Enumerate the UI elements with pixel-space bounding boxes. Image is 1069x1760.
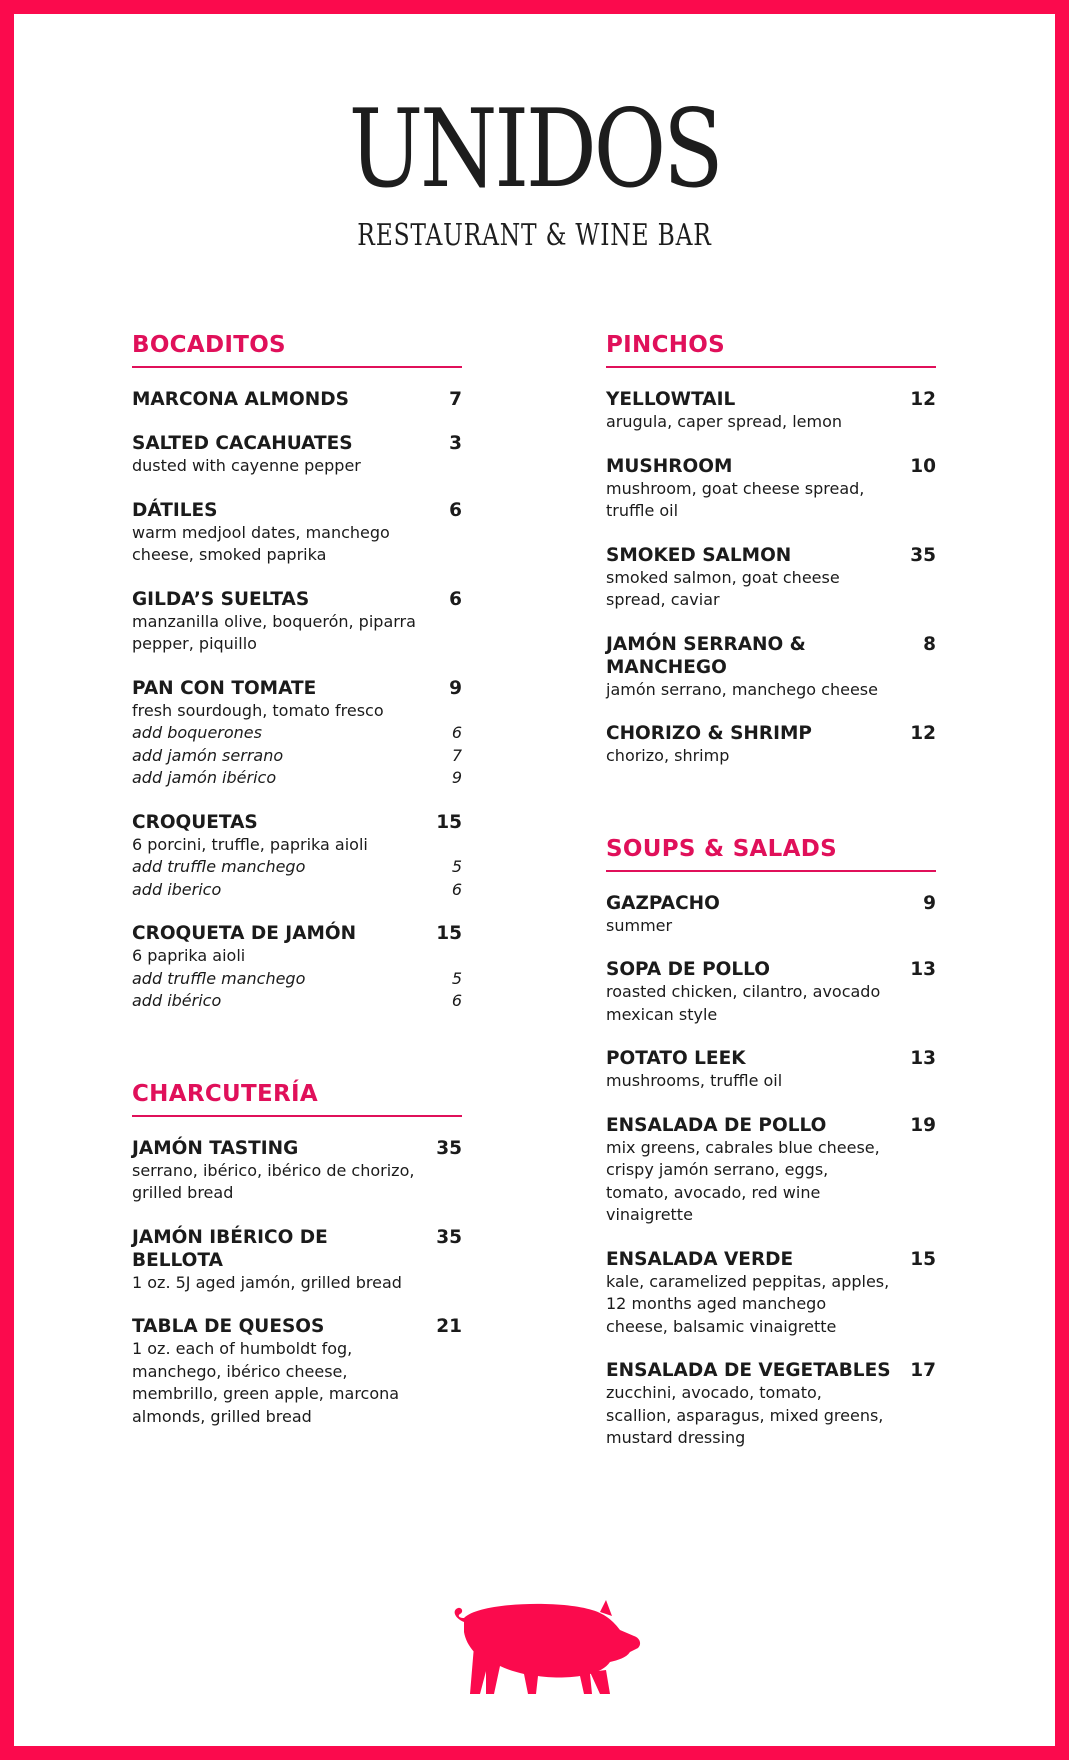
menu-item-header	[606, 1047, 936, 1070]
addon-price: 5	[451, 968, 462, 988]
addon-price: 9	[451, 768, 462, 787]
item-description: kale, caramelized peppitas, apples, 12 months aged manchego cheese, balsamic vinaigrette	[606, 1271, 890, 1336]
item-description: manzanilla olive, boquerón, piparra pepper, piquillo	[132, 611, 416, 653]
item-name: JAMÓN SERRANO & MANCHEGO	[606, 633, 806, 678]
item-name: ENSALADA DE VEGETABLES	[606, 1360, 891, 1381]
menu-item	[132, 432, 462, 478]
item-description: arugula, caper spread, lemon	[606, 412, 843, 431]
restaurant-name: UNIDOS	[348, 87, 721, 212]
item-description: mushrooms, truffle oil	[606, 1071, 783, 1090]
menu-item	[132, 499, 462, 567]
section-title: CHARCUTERÍA	[132, 1079, 462, 1117]
item-price: 6	[449, 588, 462, 610]
item-name: ENSALADA DE POLLO	[606, 1114, 827, 1136]
menu-header	[14, 87, 1055, 254]
addon-label: add jamón serrano	[132, 745, 284, 765]
addon-row	[132, 990, 462, 1013]
item-description: fresh sourdough, tomato fresco	[132, 700, 384, 720]
item-price: 9	[449, 677, 462, 699]
item-price: 19	[910, 1114, 936, 1136]
item-description: dusted with cayenne pepper	[132, 456, 361, 475]
section-title: SOUPS & SALADS	[606, 834, 936, 872]
item-name: JAMÓN IBÉRICO DE BELLOTA	[132, 1226, 328, 1271]
addon-price: 6	[451, 723, 462, 742]
addon-price: 6	[451, 879, 462, 899]
item-description: 1 oz. each of humboldt fog, manchego, ibérico cheese, membrillo, green apple, marcona almonds, grilled bread	[132, 1339, 400, 1426]
menu-item-header	[132, 1315, 462, 1338]
addon-label: add jamón ibérico	[132, 768, 277, 787]
left-column	[132, 330, 462, 1494]
item-price: 13	[910, 959, 936, 980]
menu-item	[606, 455, 936, 523]
right-column	[606, 330, 936, 1516]
item-price: 6	[449, 499, 462, 521]
restaurant-tagline: RESTAURANT & WINE BAR	[357, 218, 712, 253]
menu-item-header	[606, 892, 936, 915]
menu-item	[606, 1114, 936, 1227]
item-name: SALTED CACAHUATES	[132, 433, 353, 454]
item-name: YELLOWTAIL	[606, 389, 736, 410]
menu-item	[132, 811, 462, 902]
item-price: 17	[910, 1360, 936, 1381]
item-name: SMOKED SALMON	[606, 544, 792, 566]
menu-item-header	[132, 499, 462, 522]
menu-item	[606, 1248, 936, 1339]
section-title: PINCHOS	[606, 330, 936, 368]
menu-item-header	[606, 1359, 936, 1382]
menu-item-header	[132, 922, 462, 945]
item-name: MUSHROOM	[606, 455, 733, 477]
item-name: CROQUETA DE JAMÓN	[132, 923, 357, 944]
menu-section-soups-salads	[606, 834, 936, 1450]
addon-row	[132, 722, 462, 745]
menu-section-bocaditos	[132, 330, 462, 1013]
menu-item-header	[606, 544, 936, 567]
menu-item-header	[132, 811, 462, 834]
item-price: 13	[910, 1048, 936, 1069]
menu-item	[132, 677, 462, 790]
item-name: SOPA DE POLLO	[606, 959, 771, 980]
item-price: 15	[910, 1248, 936, 1270]
menu-item	[606, 1359, 936, 1450]
item-description: mix greens, cabrales blue cheese, crispy jamón serrano, eggs, tomato, avocado, red wine vinaigrette	[606, 1137, 880, 1224]
menu-item-header	[606, 958, 936, 981]
pig-icon	[450, 1596, 646, 1700]
item-description: 6 paprika aioli	[132, 946, 246, 965]
menu-section-pinchos	[606, 330, 936, 768]
item-price: 8	[923, 633, 936, 655]
addon-label: add boquerones	[132, 723, 262, 742]
item-name: PAN CON TOMATE	[132, 677, 317, 699]
addon-label: add truffle manchego	[132, 857, 306, 876]
menu-item-header	[132, 677, 462, 700]
menu-item	[132, 1226, 462, 1295]
item-description: mushroom, goat cheese spread, truffle oil	[606, 478, 865, 520]
menu-item	[606, 633, 936, 702]
item-price: 15	[436, 923, 462, 944]
menu-item-header	[132, 432, 462, 455]
menu-item	[606, 1047, 936, 1093]
menu-item-header	[606, 1248, 936, 1271]
item-name: ENSALADA VERDE	[606, 1248, 794, 1270]
menu-item	[606, 958, 936, 1026]
item-description: warm medjool dates, manchego cheese, smoked paprika	[132, 522, 390, 564]
item-description: serrano, ibérico, ibérico de chorizo, grilled bread	[132, 1160, 415, 1202]
addon-row	[132, 856, 462, 879]
menu-item-header	[606, 388, 936, 411]
menu-item	[132, 388, 462, 411]
menu-item	[606, 544, 936, 612]
menu-item-header	[606, 722, 936, 745]
menu-item	[132, 588, 462, 656]
menu-item	[132, 1137, 462, 1205]
item-price: 7	[449, 389, 462, 410]
item-price: 35	[436, 1226, 462, 1248]
item-description: chorizo, shrimp	[606, 746, 730, 765]
addon-label: add iberico	[132, 879, 222, 899]
menu-item-header	[132, 588, 462, 611]
item-price: 35	[436, 1137, 462, 1159]
item-name: DÁTILES	[132, 499, 218, 521]
item-description: roasted chicken, cilantro, avocado mexican style	[606, 982, 881, 1024]
menu-section-charcuteria	[132, 1079, 462, 1429]
menu-item	[606, 722, 936, 768]
item-name: POTATO LEEK	[606, 1048, 746, 1069]
item-name: GAZPACHO	[606, 892, 720, 914]
addon-row	[132, 745, 462, 768]
menu-item-header	[606, 455, 936, 478]
item-description: summer	[606, 915, 673, 935]
item-description: 6 porcini, truffle, paprika aioli	[132, 834, 368, 854]
item-name: CHORIZO & SHRIMP	[606, 723, 812, 744]
item-description: zucchini, avocado, tomato, scallion, asparagus, mixed greens, mustard dressing	[606, 1383, 884, 1447]
item-price: 3	[449, 433, 462, 454]
item-description: 1 oz. 5J aged jamón, grilled bread	[132, 1272, 402, 1292]
addon-price: 6	[451, 991, 462, 1010]
addon-price: 5	[451, 857, 462, 876]
item-price: 35	[910, 544, 936, 566]
item-name: JAMÓN TASTING	[132, 1137, 299, 1159]
item-price: 12	[910, 723, 936, 744]
section-title: BOCADITOS	[132, 330, 462, 368]
item-description: smoked salmon, goat cheese spread, caviar	[606, 567, 840, 609]
addon-label: add truffle manchego	[132, 968, 306, 988]
item-description: jamón serrano, manchego cheese	[606, 679, 878, 699]
addon-row	[132, 879, 462, 902]
item-name: TABLA DE QUESOS	[132, 1316, 325, 1337]
menu-item	[132, 922, 462, 1013]
addon-label: add ibérico	[132, 991, 222, 1010]
item-name: MARCONA ALMONDS	[132, 389, 349, 410]
menu-item-header	[132, 1226, 462, 1272]
addon-row	[132, 767, 462, 790]
addon-row	[132, 968, 462, 991]
item-price: 12	[910, 389, 936, 410]
menu-item-header	[132, 388, 462, 411]
menu-item-header	[606, 633, 936, 679]
item-price: 10	[910, 455, 936, 477]
item-price: 21	[436, 1316, 462, 1337]
item-price: 9	[923, 892, 936, 914]
menu-item	[132, 1315, 462, 1428]
addon-price: 7	[451, 745, 462, 765]
menu-item-header	[606, 1114, 936, 1137]
item-price: 15	[436, 811, 462, 833]
menu-item	[606, 388, 936, 434]
item-name: GILDA’S SUELTAS	[132, 588, 310, 610]
menu-item-header	[132, 1137, 462, 1160]
item-name: CROQUETAS	[132, 811, 258, 833]
menu-item	[606, 892, 936, 938]
